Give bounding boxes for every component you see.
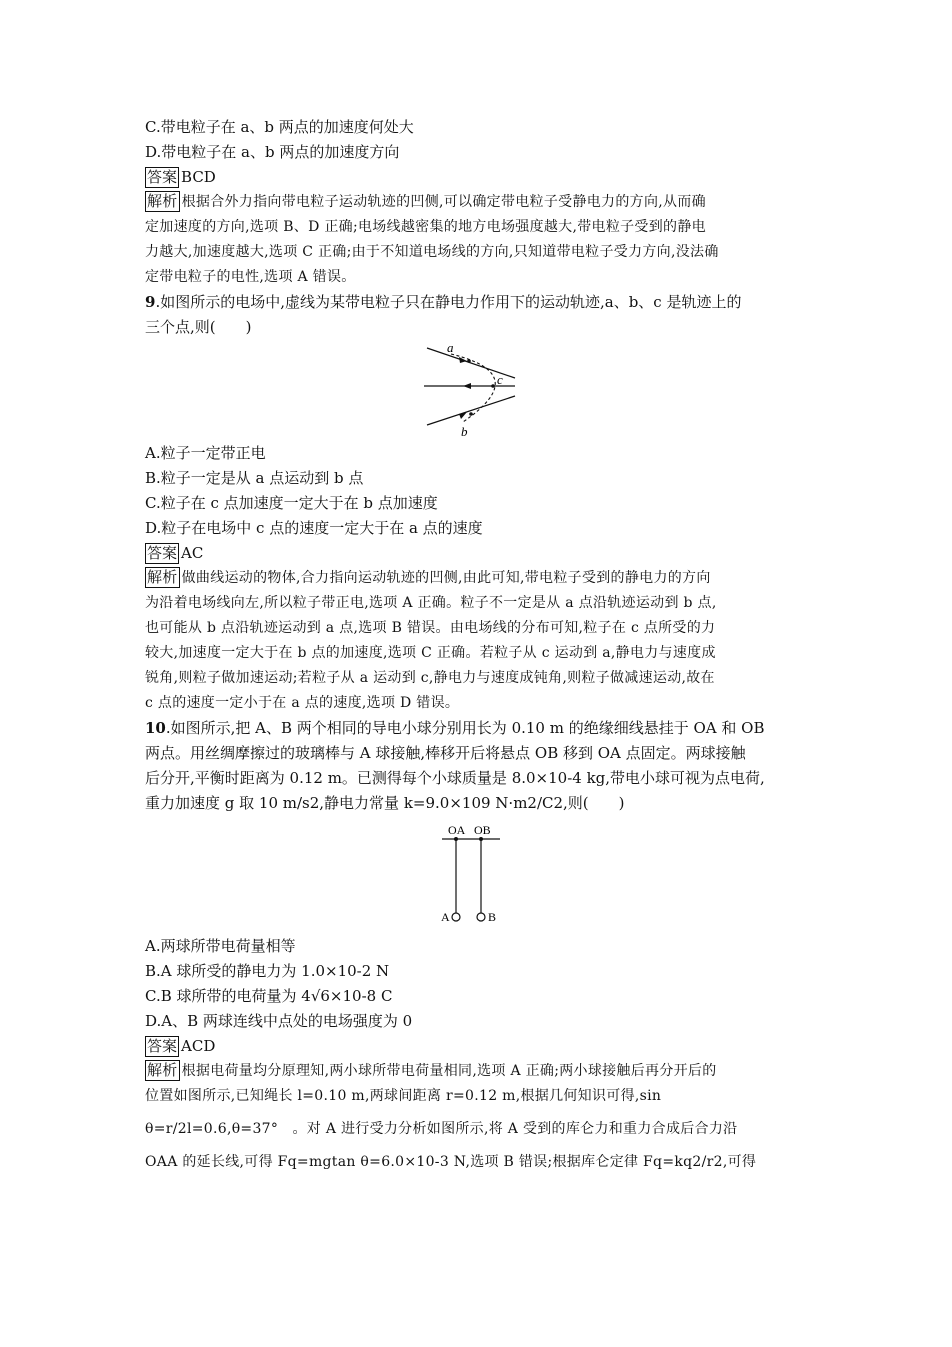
answer-tag: 答案 — [147, 544, 178, 562]
label-b: b — [460, 424, 467, 439]
ball-a — [452, 913, 460, 921]
expl-line: 也可能从 b 点沿轨迹运动到 a 点,选项 B 错误。由电场线的分布可知,粒子在 c 点所受的力 — [145, 620, 716, 636]
answer-value: BCD — [181, 168, 216, 186]
q10-option-d: D.A、B 两球连线中点处的电场强度为 0 — [145, 1012, 413, 1030]
answer-value: ACD — [181, 1037, 216, 1055]
arrow-lower — [459, 412, 467, 419]
q8-option-c: C.带电粒子在 a、b 两点的加速度何处大 — [145, 118, 414, 136]
q10-stem-line: 重力加速度 g 取 10 m/s2,静电力常量 k=9.0×109 N·m2/C2,则( ) — [145, 794, 625, 812]
label-oa: OA — [447, 823, 465, 837]
expl-line: 锐角,则粒子做加速运动;若粒子从 a 运动到 c,静电力与速度成钝角,则粒子做减速运动,故在 — [145, 670, 715, 686]
q10-option-c: C.B 球所带的电荷量为 4√6×10-8 C — [145, 987, 393, 1005]
q9-field-figure — [145, 344, 810, 439]
q9-option-a: A.粒子一定带正电 — [145, 444, 266, 462]
label-c: c — [496, 372, 503, 387]
label-ball-b: B — [487, 910, 496, 924]
expl-line: c 点的速度一定小于在 a 点的速度,选项 D 错误。 — [145, 695, 460, 711]
expl-equation-line: θ=r/2l=0.6,θ=37° 。对 A 进行受力分析如图所示,将 A 受到的库仑力和重力合成后合力沿 — [145, 1121, 738, 1137]
q10-option-b: B.A 球所受的静电力为 1.0×10-2 N — [145, 962, 390, 980]
expl-line: 较大,加速度一定大于在 b 点的加速度,选项 C 正确。若粒子从 c 运动到 a,静电力与速度成 — [145, 645, 716, 661]
explanation-tag: 解析 — [147, 568, 178, 586]
point-b — [469, 412, 473, 416]
q10-explanation — [145, 1059, 810, 1175]
expl-line: 为沿着电场线向左,所以粒子带正电,选项 A 正确。粒子不一定是从 a 点沿轨迹运动到 b 点, — [145, 595, 717, 611]
q9-option-b: B.粒子一定是从 a 点运动到 b 点 — [145, 469, 364, 487]
point-c — [491, 384, 495, 388]
expl-line: 根据合外力指向带电粒子运动轨迹的凹侧,可以确定带电粒子受静电力的方向,从而确 — [181, 194, 706, 210]
ball-b — [477, 913, 485, 921]
q9-explanation — [145, 566, 810, 716]
q9-stem-line: 三个点,则( ) — [145, 318, 252, 336]
explanation-tag: 解析 — [147, 1061, 178, 1079]
expl-line: 定加速度的方向,选项 B、D 正确;电场线越密集的地方电场强度越大,带电粒子受到的静电 — [145, 219, 706, 235]
arrow-middle — [463, 383, 471, 389]
q10-option-a: A.两球所带电荷量相等 — [145, 937, 296, 955]
q10-stem-line: 两点。用丝绸摩擦过的玻璃棒与 A 球接触,棒移开后将悬点 OB 移到 OA 点固定。两球接触 — [145, 744, 746, 762]
label-ob: OB — [473, 823, 491, 837]
expl-line: 位置如图所示,已知绳长 l=0.10 m,两球间距离 r=0.12 m,根据几何知识可得,sin — [145, 1088, 662, 1104]
expl-equation-line: OAA 的延长线,可得 Fq=mgtan θ=6.0×10-3 N,选项 B 错误;根据库仑定律 Fq=kq2/r2,可得 — [145, 1154, 757, 1170]
q9-answer — [145, 541, 810, 566]
expl-line: 做曲线运动的物体,合力指向运动轨迹的凹侧,由此可知,带电粒子受到的静电力的方向 — [181, 570, 711, 586]
answer-tag: 答案 — [147, 1037, 178, 1055]
expl-line: 定带电粒子的电性,选项 A 错误。 — [145, 269, 356, 285]
q8-explanation — [145, 190, 810, 290]
expl-line: 力越大,加速度越大,选项 C 正确;由于不知道电场线的方向,只知道带电粒子受力方向,没法确 — [145, 244, 719, 260]
label-a: a — [446, 344, 453, 355]
q10-pendulum-figure — [145, 820, 810, 932]
point-a — [467, 359, 471, 363]
answer-tag: 答案 — [147, 168, 178, 186]
q9-option-c: C.粒子在 c 点加速度一定大于在 b 点加速度 — [145, 494, 438, 512]
document-page — [145, 115, 810, 1175]
q9-stem: 9.如图所示的电场中,虚线为某带电粒子只在静电力作用下的运动轨迹,a、b、c 是轨迹上的 — [145, 293, 742, 311]
answer-value: AC — [181, 544, 204, 562]
hanging-balls-diagram — [438, 820, 518, 932]
electric-field-diagram — [423, 344, 533, 439]
q8-option-d: D.带电粒子在 a、b 两点的加速度方向 — [145, 143, 400, 161]
q9-option-d: D.粒子在电场中 c 点的速度一定大于在 a 点的速度 — [145, 519, 483, 537]
q10-stem-line: 后分开,平衡时距离为 0.12 m。已测得每个小球质量是 8.0×10-4 kg,带电小球可视为点电荷, — [145, 769, 765, 787]
expl-line: 根据电荷量均分原理知,两小球所带电荷量相同,选项 A 正确;两小球接触后再分开后的 — [181, 1063, 717, 1079]
q8-answer — [145, 165, 810, 190]
q10-answer — [145, 1034, 810, 1059]
question-number: 10 — [145, 719, 166, 737]
label-ball-a: A — [440, 910, 450, 924]
field-line-lower — [427, 396, 515, 425]
q10-stem: 10.如图所示,把 A、B 两个相同的导电小球分别用长为 0.10 m 的绝缘细线悬挂于 OA 和 OB — [145, 719, 765, 737]
explanation-tag: 解析 — [147, 192, 178, 210]
question-number: 9 — [145, 293, 156, 311]
